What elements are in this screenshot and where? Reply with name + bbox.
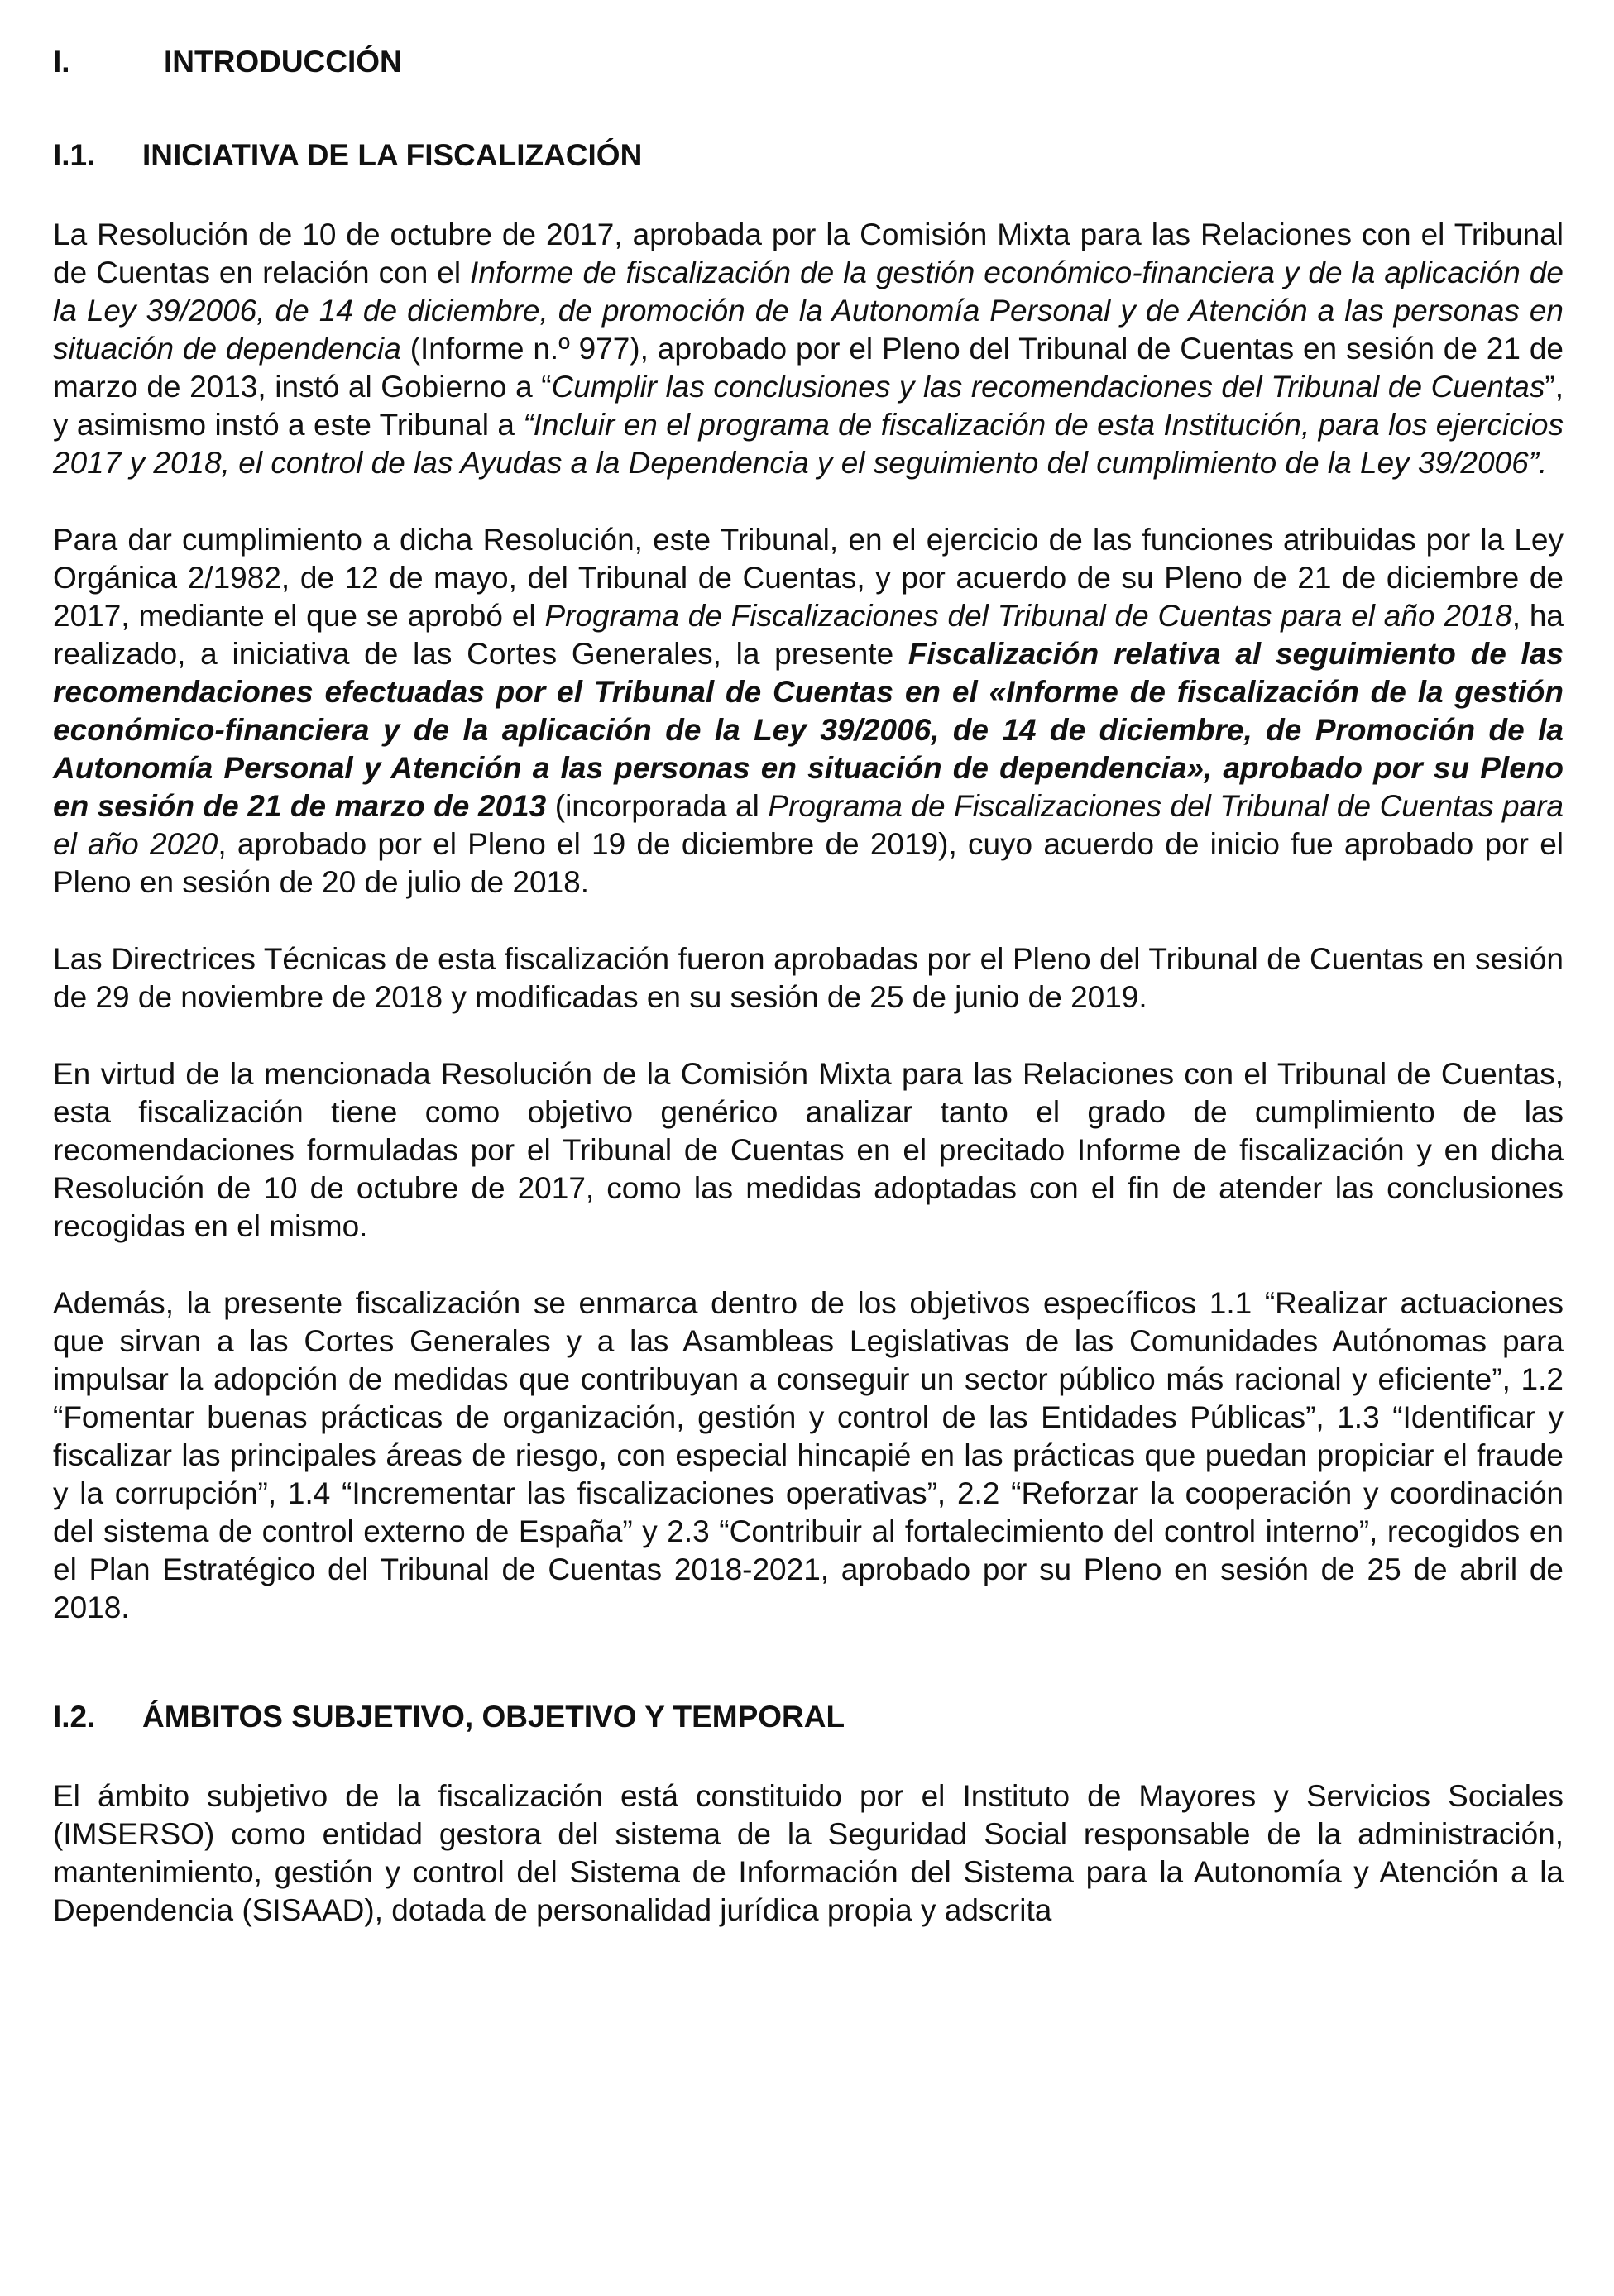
italic-text-run: Programa de Fiscalizaciones del Tribunal de Cuentas para el año 2020 [53,789,1564,861]
text-run: (Informe n.º 977), aprobado por el Pleno del Tribunal de Cuentas en sesión de 21 de marzo de 2013, instó al Gobierno a “ [53,332,1564,404]
italic-text-run: Informe de fiscalización de la gestión económico-financiera y de la aplicación de la Ley 39/2006, de 14 de diciembre, de promoción de la Autonomía Personal y de Atención a las personas en situación de dependencia [53,256,1564,366]
paragraph-objetivos-especificos: Además, la presente fiscalización se enmarca dentro de los objetivos específicos 1.1 “Realizar actuaciones que sirvan a las Cortes Generales y a las Asambleas Legislativas de las Comunidades Autónomas para impulsar la adopción de medidas que contribuyan a conseguir un sector público más racional y eficiente”, 1.2 “Fomentar buenas prácticas de organización, gestión y control de las Entidades Públicas”, 1.3 “Identificar y fiscalizar las principales áreas de riesgo, con especial hincapié en las prácticas que puedan propiciar el fraude y la corrupción”, 1.4 “Incrementar las fiscalizaciones operativas”, 2.2 “Reforzar la cooperación y coordinación del sistema de control externo de España” y 2.3 “Contribuir al fortalecimiento del control interno”, recogidos en el Plan Estratégico del Tribunal de Cuentas 2018-2021, aprobado por su Pleno en sesión de 25 de abril de 2018. [53,1286,1564,1624]
italic-text-run: “Incluir en el programa de fiscalización de esta Institución, para los ejercicios 2017 y 2018, el control de las Ayudas a la Dependencia y el seguimiento del cumplimiento de la Ley 39/2006”. [53,408,1564,480]
document-page [53,43,1564,1930]
bold-italic-text-run: Fiscalización relativa al seguimiento de las recomendaciones efectuadas por el Tribunal de Cuentas en el «Informe de fiscalización de la gestión económico-financiera y de la aplicación de la Ley 39/2006, de 14 de diciembre, de Promoción de la Autonomía Personal y Atención a las personas en situación de dependencia», aprobado por su Pleno en sesión de 21 de marzo de 2013 [53,637,1564,823]
subsection-number: I.1. [53,138,96,172]
subsection-title: INICIATIVA DE LA FISCALIZACIÓN [142,138,643,172]
subsection-heading-iniciativa [53,136,1564,175]
paragraph-cumplimiento [53,521,1564,902]
text-run: , ha realizado, a iniciativa de las Cortes Generales, la presente [53,599,1564,671]
text-run: ”, y asimismo instó a este Tribunal a [53,370,1564,442]
paragraph-objetivo: En virtud de la mencionada Resolución de la Comisión Mixta para las Relaciones con el Tribunal de Cuentas, esta fiscalización tiene como objetivo genérico analizar tanto el grado de cumplimiento de las recomendaciones formuladas por el Tribunal de Cuentas en el precitado Informe de fiscalización y en dicha Resolución de 10 de octubre de 2017, como las medidas adoptadas con el fin de atender las conclusiones recogidas en el mismo. [53,1057,1564,1243]
section-title: INTRODUCCIÓN [164,45,402,79]
italic-text-run: Programa de Fiscalizaciones del Tribunal de Cuentas para el año 2018 [544,599,1512,633]
text-run: La Resolución de 10 de octubre de 2017, aprobada por la Comisión Mixta para las Relaciones con el Tribunal de Cuentas en relación con el [53,218,1564,289]
subsection-title: ÁMBITOS SUBJETIVO, OBJETIVO Y TEMPORAL [142,1700,845,1734]
subsection-heading-ambitos [53,1698,1564,1736]
section-number: I. [53,45,70,79]
text-run: (incorporada al [546,789,769,823]
section-heading-introduccion [53,43,1564,81]
paragraph-resolucion [53,216,1564,482]
text-run: Para dar cumplimiento a dicha Resolución, este Tribunal, en el ejercicio de las funciones atribuidas por la Ley Orgánica 2/1982, de 12 de mayo, del Tribunal de Cuentas, y por acuerdo de su Pleno de 21 de diciembre de 2017, mediante el que se aprobó el [53,523,1564,633]
paragraph-directrices: Las Directrices Técnicas de esta fiscalización fueron aprobadas por el Pleno del Tribunal de Cuentas en sesión de 29 de noviembre de 2018 y modificadas en su sesión de 25 de junio de 2019. [53,942,1564,1014]
text-run: , aprobado por el Pleno el 19 de diciembre de 2019), cuyo acuerdo de inicio fue aprobado por el Pleno en sesión de 20 de julio de 2018. [53,827,1564,899]
paragraph-ambito-subjetivo: El ámbito subjetivo de la fiscalización está constituido por el Instituto de Mayores y Servicios Sociales (IMSERSO) como entidad gestora del sistema de la Seguridad Social responsable de la administración, mantenimiento, gestión y control del Sistema de Información del Sistema para la Autonomía y Atención a la Dependencia (SISAAD), dotada de personalidad jurídica propia y adscrita [53,1779,1564,1927]
italic-text-run: Cumplir las conclusiones y las recomendaciones del Tribunal de Cuentas [551,370,1545,404]
subsection-number: I.2. [53,1700,96,1734]
